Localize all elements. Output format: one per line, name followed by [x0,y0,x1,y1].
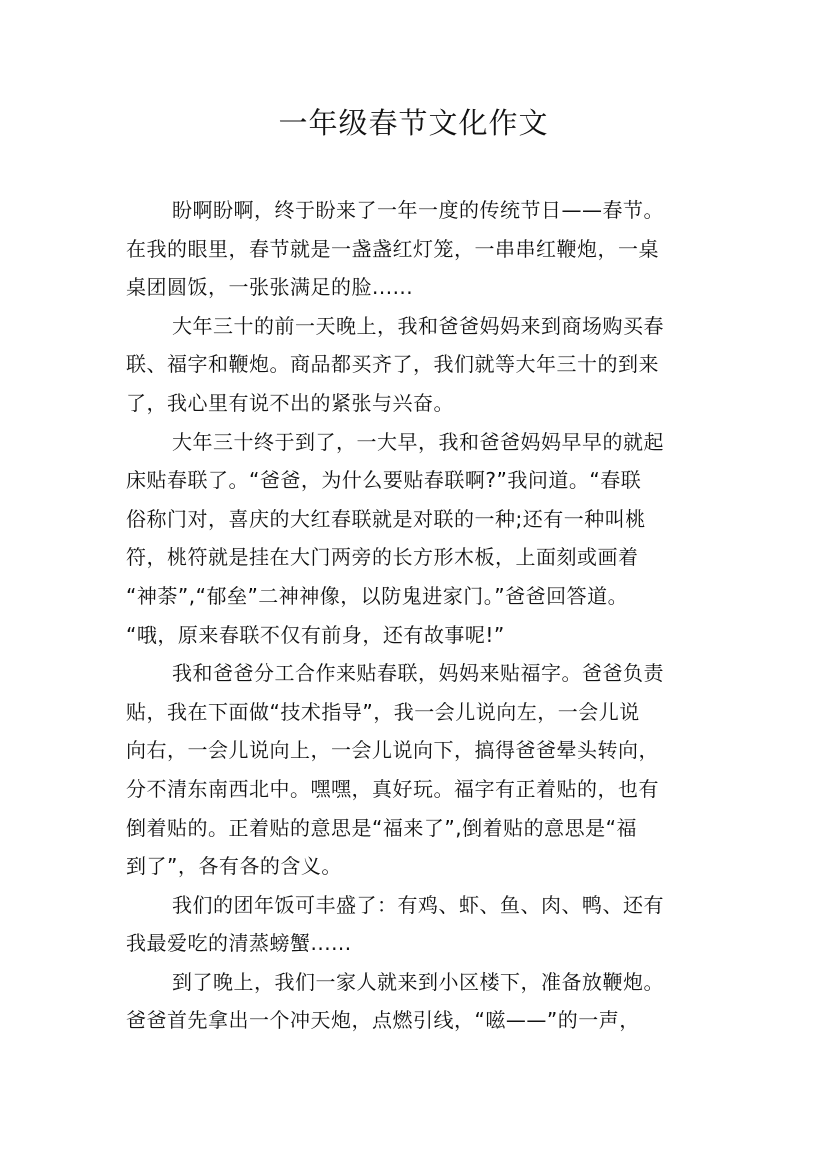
paragraph-line: 联、福字和鞭炮。商品都买齐了，我们就等大年三十的到来 [126,352,659,377]
paragraph-line: 俗称门对，喜庆的大红春联就是对联的一种;还有一种叫桃 [126,506,646,531]
paragraph-line: “哦，原来春联不仅有前身，还有故事呢!” [126,622,505,647]
document-title: 一年级春节文化作文 [278,106,549,140]
paragraph-line: 向右，一会儿说向上，一会儿说向下，搞得爸爸晕头转向， [126,738,659,763]
paragraph-line: 符，桃符就是挂在大门两旁的长方形木板，上面刻或画着 [126,545,639,570]
paragraph-line: 了，我心里有说不出的紧张与兴奋。 [126,390,454,415]
paragraph-line: 倒着贴的。正着贴的意思是“福来了”,倒着贴的意思是“福 [126,815,637,840]
paragraph-line: 在我的眼里，春节就是一盏盏红灯笼，一串串红鞭炮，一桌 [126,236,659,261]
paragraph-line: 爸爸首先拿出一个冲天炮，点燃引线，“嗞——”的一声， [126,1008,640,1033]
paragraph-line: “神荼”,“郁垒”二神神像，以防鬼进家门。”爸爸回答道。 [126,583,629,608]
paragraph-first-line: 盼啊盼啊，终于盼来了一年一度的传统节日——春节。 [172,198,664,222]
paragraph-first-line: 大年三十的前一天晚上，我和爸爸妈妈来到商场购买春 [172,313,664,338]
paragraph-line: 贴，我在下面做“技术指导”，我一会儿说向左，一会儿说 [126,699,640,724]
paragraph-first-line: 我和爸爸分工合作来贴春联，妈妈来贴福字。爸爸负责 [172,661,664,686]
paragraph-line: 我最爱吃的清蒸螃蟹...... [126,931,352,956]
essay-body [126,191,726,1040]
paragraph-line: 到了”，各有各的含义。 [126,854,342,879]
paragraph-line: 分不清东南西北中。嘿嘿，真好玩。福字有正着贴的，也有 [126,776,659,801]
paragraph-line: 床贴春联了。“爸爸，为什么要贴春联啊?”我问道。“春联 [126,468,642,493]
paragraph-first-line: 我们的团年饭可丰盛了：有鸡、虾、鱼、肉、鸭、还有 [172,892,664,917]
paragraph-first-line: 到了晚上，我们一家人就来到小区楼下，准备放鞭炮。 [172,969,664,994]
paragraph-first-line: 大年三十终于到了，一大早，我和爸爸妈妈早早的就起 [172,429,664,454]
paragraph-line: 桌团圆饭，一张张满足的脸...... [126,275,414,300]
